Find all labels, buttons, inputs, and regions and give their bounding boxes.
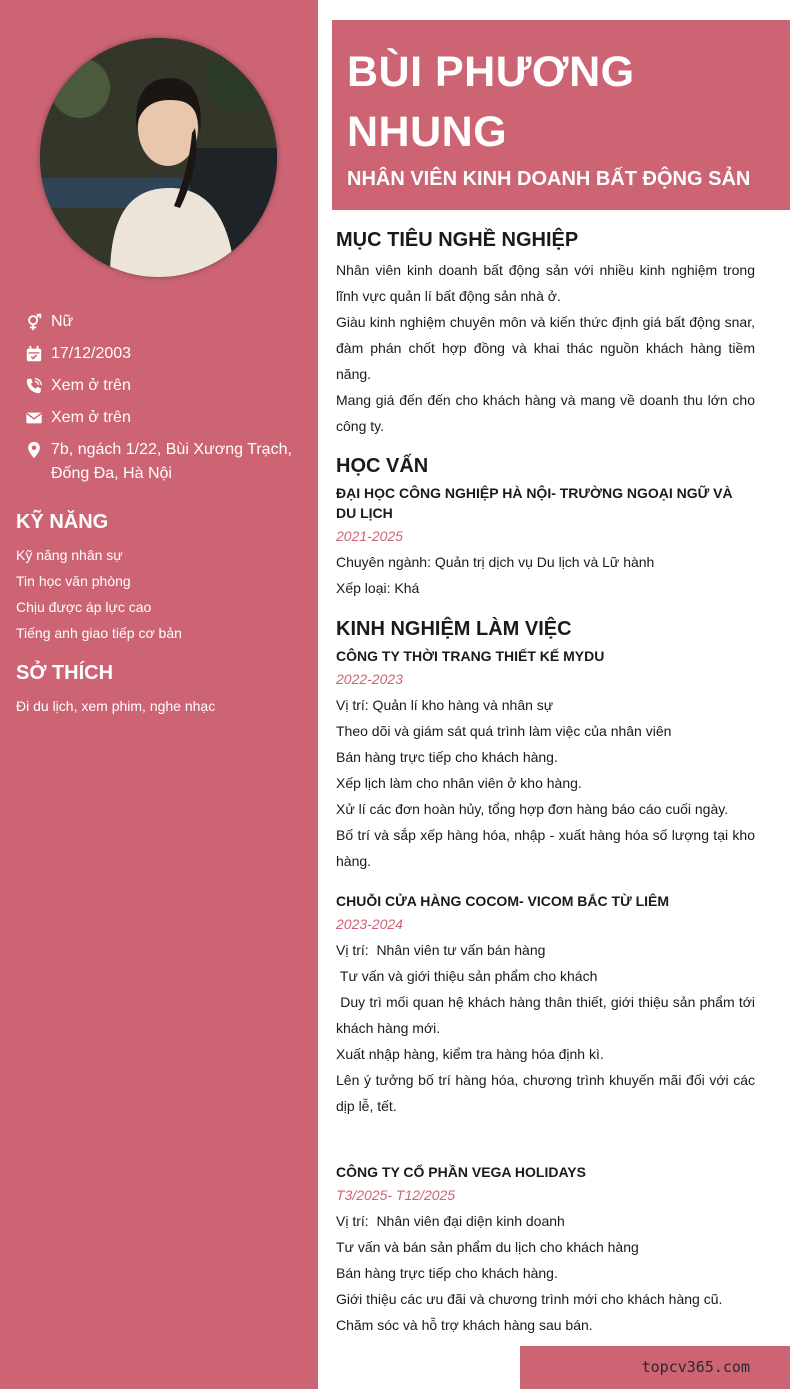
- job-period: 2023-2024: [336, 916, 403, 932]
- job-line: Xử lí các đơn hoàn hủy, tổng hợp đơn hàng báo cáo cuối ngày.: [336, 801, 729, 817]
- location-icon: [24, 438, 43, 462]
- contact-gender: [24, 310, 304, 334]
- experience-title: KINH NGHIỆM LÀM VIỆC: [336, 618, 572, 640]
- job-line: Bố trí và sắp xếp hàng hóa, nhập - xuất hàng hóa số lượng tại kho hàng.: [336, 827, 755, 869]
- skills-title: KỸ NĂNG: [16, 511, 109, 533]
- sidebar: [0, 0, 318, 1389]
- objective-section: [336, 226, 755, 439]
- skill-item: Tin học văn phòng: [16, 573, 131, 589]
- calendar-icon: [24, 342, 43, 366]
- job-line: Chăm sóc và hỗ trợ khách hàng sau bán.: [336, 1317, 593, 1333]
- email-value: Xem ở trên: [51, 409, 131, 426]
- contact-email: [24, 406, 304, 430]
- job-line: Vị trí: Quản lí kho hàng và nhân sự: [336, 697, 554, 713]
- experience-section: [336, 615, 759, 1338]
- job-company: CÔNG TY THỜI TRANG THIẾT KẾ MYDU: [336, 648, 605, 664]
- email-icon: [24, 406, 43, 430]
- skill-item: Tiếng anh giao tiếp cơ bản: [16, 625, 182, 641]
- education-title: HỌC VẤN: [336, 455, 429, 477]
- job-line: Xếp lịch làm cho nhân viên ở kho hàng.: [336, 775, 582, 791]
- objective-paragraph: Giàu kinh nghiệm chuyên môn và kiến thức định giá bất động snar, đàm phán chốt hợp đồng và khai thác nguồn khách hàng tiềm năng.: [336, 314, 755, 382]
- education-major: Chuyên ngành: Quản trị dịch vụ Du lịch và Lữ hành: [336, 554, 655, 570]
- objective-paragraph: Nhân viên kinh doanh bất động sản với nhiều kinh nghiệm trong lĩnh vực quản lí bất động sản nhà ở.: [336, 262, 755, 304]
- skill-item: Chịu được áp lực cao: [16, 599, 152, 615]
- phone-value: Xem ở trên: [51, 377, 131, 394]
- hobbies-section: [16, 661, 306, 719]
- job-line: Vị trí: Nhân viên tư vấn bán hàng: [336, 942, 546, 958]
- contact-birthday: [24, 342, 304, 366]
- phone-icon: [24, 374, 43, 398]
- watermark-text: topcv365.com: [641, 1358, 750, 1376]
- address-value: 7b, ngách 1/22, Bùi Xương Trạch, Đống Đa, Hà Nội: [51, 441, 292, 482]
- job-line: Bán hàng trực tiếp cho khách hàng.: [336, 749, 558, 765]
- job-title: NHÂN VIÊN KINH DOANH BẤT ĐỘNG SẢN: [347, 168, 751, 190]
- school-name: ĐẠI HỌC CÔNG NGHIỆP HÀ NỘI- TRƯỜNG NGOẠI NGỮ VÀ DU LỊCH: [336, 485, 733, 521]
- objective-paragraph: Mang giá đến đến cho khách hàng và mang về doanh thu lớn cho công ty.: [336, 392, 755, 434]
- job-line: Giới thiệu các ưu đãi và chương trình mới cho khách hàng cũ.: [336, 1291, 723, 1307]
- job-line: Duy trì mối quan hệ khách hàng thân thiết, giới thiệu sản phẩm tới khách hàng mới.: [336, 994, 759, 1036]
- profile-photo-image: [40, 38, 277, 277]
- job-line: Bán hàng trực tiếp cho khách hàng.: [336, 1265, 558, 1281]
- contact-info: [24, 310, 304, 494]
- profile-photo: [40, 38, 277, 277]
- job-line: Tư vấn và giới thiệu sản phẩm cho khách: [336, 968, 598, 984]
- gender-value: Nữ: [51, 313, 74, 330]
- job-line: Lên ý tưởng bố trí hàng hóa, chương trình khuyến mãi đối với các dịp lễ, tết.: [336, 1072, 755, 1114]
- job-line: Xuất nhập hàng, kiểm tra hàng hóa định kì.: [336, 1046, 604, 1062]
- job-period: T3/2025- T12/2025: [336, 1187, 456, 1203]
- job-entry: [336, 891, 759, 1119]
- skills-section: [16, 510, 306, 646]
- job-entry: [336, 646, 755, 874]
- job-company: CÔNG TY CỔ PHẦN VEGA HOLIDAYS: [336, 1164, 586, 1180]
- education-grade: Xếp loại: Khá: [336, 580, 420, 596]
- header-banner: [332, 20, 790, 210]
- main-content: [336, 226, 759, 1338]
- education-period: 2021-2025: [336, 528, 403, 544]
- contact-address: [24, 438, 304, 486]
- watermark-badge: [520, 1346, 790, 1389]
- birthday-value: 17/12/2003: [51, 345, 132, 362]
- objective-title: MỤC TIÊU NGHỀ NGHIỆP: [336, 229, 579, 251]
- hobbies-text: Đi du lịch, xem phim, nghe nhạc: [16, 698, 216, 714]
- job-line: Vị trí: Nhân viên đại diện kinh doanh: [336, 1213, 565, 1229]
- skill-item: Kỹ năng nhân sự: [16, 547, 123, 563]
- education-section: [336, 452, 755, 601]
- contact-phone: [24, 374, 304, 398]
- candidate-name: BÙI PHƯƠNG NHUNG: [347, 48, 635, 156]
- job-entry: [336, 1162, 755, 1338]
- job-period: 2022-2023: [336, 671, 403, 687]
- hobbies-title: SỞ THÍCH: [16, 662, 114, 684]
- job-company: CHUỖI CỬA HÀNG COCOM- VICOM BẮC TỪ LIÊM: [336, 893, 670, 909]
- job-line: Tư vấn và bán sản phẩm du lịch cho khách hàng: [336, 1239, 639, 1255]
- job-line: Theo dõi và giám sát quá trình làm việc của nhân viên: [336, 723, 672, 739]
- gender-icon: [24, 310, 43, 334]
